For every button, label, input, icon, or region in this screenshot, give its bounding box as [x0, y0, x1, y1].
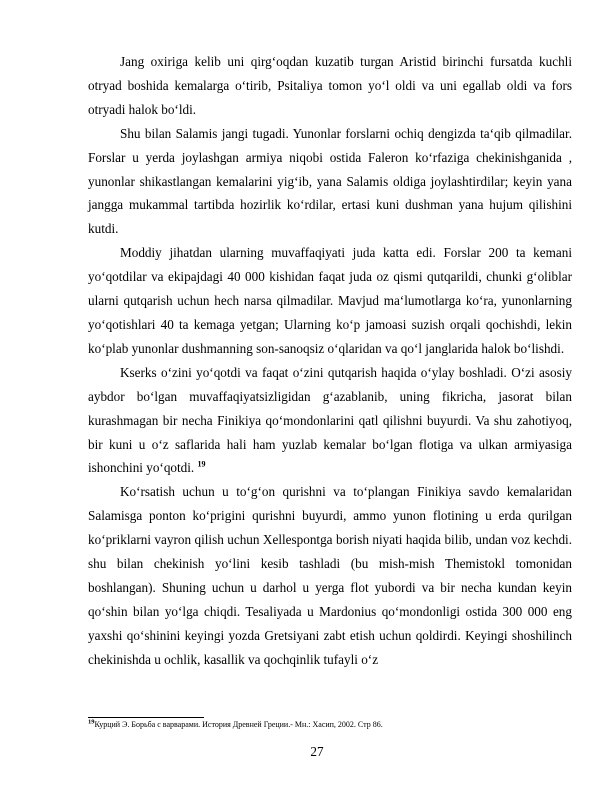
- paragraph-1: Jang oxiriga kelib uni qirg‘oqdan kuzatib turgan Aristid birinchi fursatda kuchli otryad boshida kemalarga o‘tirib, Psitaliya tomon yo‘l oldi va uni egallab oldi va fors otryadi halok bo‘ldi.: [88, 54, 572, 117]
- paragraph-2: Shu bilan Salamis jangi tugadi. Yunonlar forslarni ochiq dengizda ta‘qib qilmadilar. Forslar u yerda joylashgan armiya niqobi ostida Faleron ko‘rfaziga chekinishganida , yunonlar shikastlangan kemalarini yig‘ib, yana Salamis oldiga joylashtirdilar; keyin yana jangga mukammal tartibda hozirlik ko‘rdilar, ertasi kuni dushman yana hujum qilishini kutdi.: [88, 125, 572, 237]
- body-text: [88, 50, 572, 672]
- paragraph-4-text: Kserks o‘zini yo‘qotdi va faqat o‘zini qutqarish haqida o‘ylay boshladi. O‘zi asosiy aybdor bo‘lgan muvaffaqiyatsizligidan g‘azablanib, uning fikricha, jasorat bilan kurashmagan bir necha Finikiya qo‘mondonlarini qatl qilishni buyurdi. Va shu zahotiyoq, bir kuni u o‘z saflarida hali ham yuzlab kemalar bo‘lgan flotiga va ulkan armiyasiga ishonchini yo‘qotdi.: [88, 364, 572, 476]
- paragraph-3: Moddiy jihatdan ularning muvaffaqiyati juda katta edi. Forslar 200 ta kemani yo‘qotdilar va ekipajdagi 40 000 kishidan faqat juda oz qismi qutqarildi, chunki g‘oliblar ularni qutqarish uchun hech narsa qilmadilar. Mavjud ma‘lumotlarga ko‘ra, yunonlarning yo‘qotishlari 40 ta kemaga yetgan; Ularning ko‘p jamoasi suzish orqali qochishdi, lekin ko‘plab yunonlar dushmanning son-sanoqsiz o‘qlaridan va qo‘l janglarida halok bo‘lishdi.: [88, 245, 572, 356]
- footnote-reference: 19: [197, 460, 206, 470]
- page-number: 27: [310, 744, 324, 759]
- footnote-text: Курций Э. Борьба с варварами. История Древней Греции.- Мн.: Хасип, 2002. Стр 86.: [94, 720, 383, 729]
- footnote-number: 19: [88, 718, 95, 726]
- paragraph-4: [88, 361, 572, 481]
- footnote-divider: [88, 717, 204, 718]
- paragraph-5: Ko‘rsatish uchun u to‘g‘on qurishni va to‘plangan Finikiya savdo kemalaridan Salamisga ponton ko‘prigini qurishni buyurdi, ammo yunon flotining u erda qurilgan ko‘priklarni vayron qilish uchun Xellespontga borish niyati haqida bilib, undan voz kechdi. shu bilan chekinish yo‘lini kesib tashladi (bu mish-mish Themistokl tomonidan boshlangan). Shuning uchun u darhol u yerga flot yubordi va bir necha kundan keyin qo‘shin bilan yo‘lga chiqdi. Tesaliyada u Mardonius qo‘mondonligi ostida 300 000 eng yaxshi qo‘shinini keyingi yozda Gretsiyani zabt etish uchun qoldirdi. Keyingi shoshilinch chekinishda u ochlik, kasallik va qochqinlik tufayli o‘z: [88, 484, 572, 667]
- footnote: [88, 719, 572, 731]
